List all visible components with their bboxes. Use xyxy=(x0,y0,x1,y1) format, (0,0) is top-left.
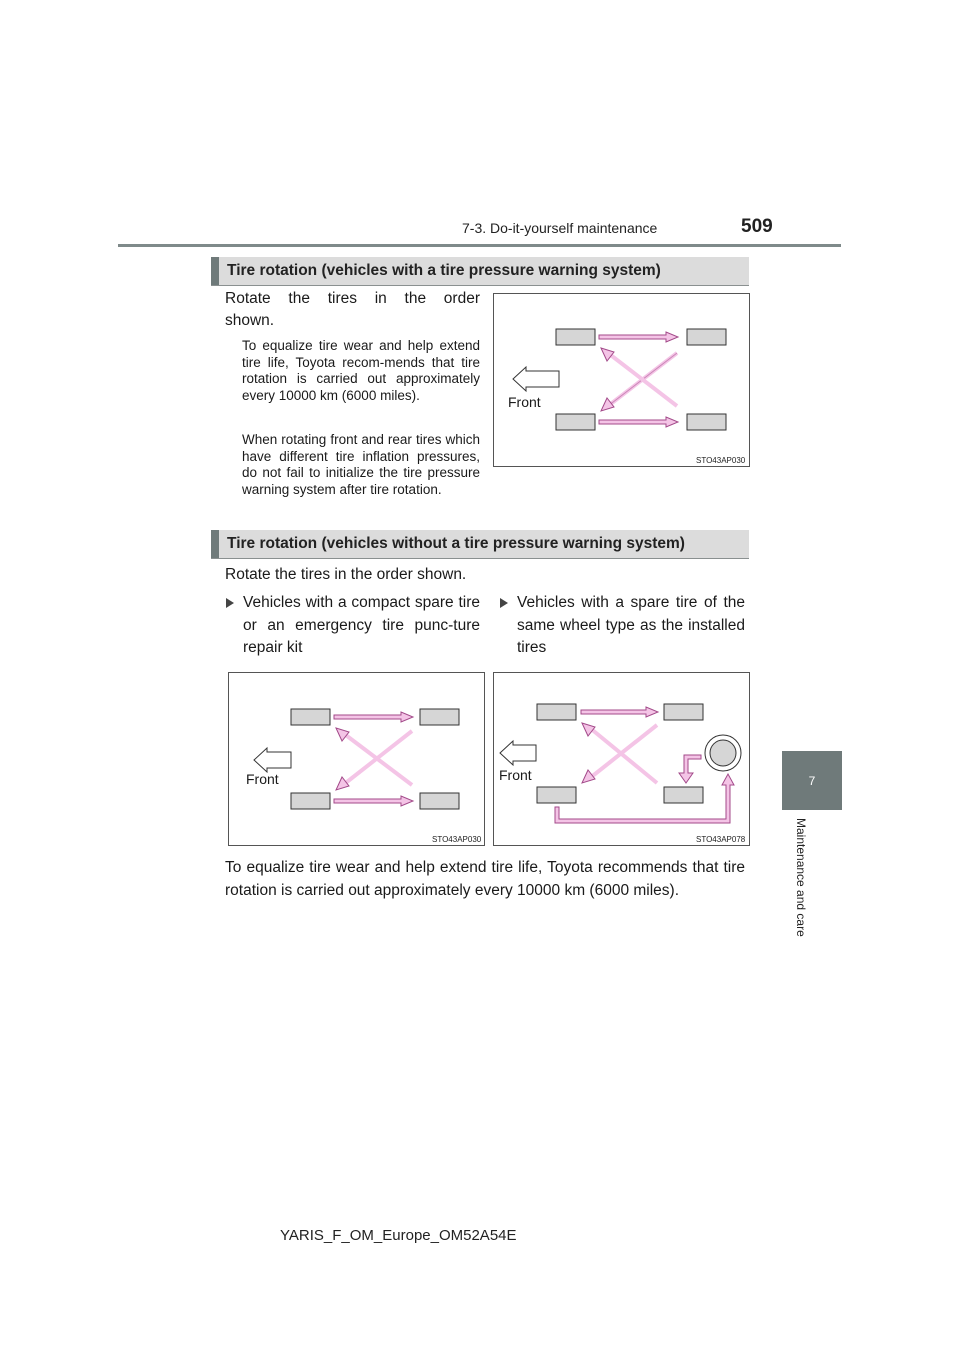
tire-rear-right xyxy=(664,787,703,803)
front-arrow-icon xyxy=(254,748,291,772)
tire-rear-right xyxy=(420,793,459,809)
arrow-diag-up-head xyxy=(582,723,595,736)
chapter-label xyxy=(794,818,814,968)
tire-rear-left xyxy=(664,704,703,720)
chapter-label-text: Maintenance and care xyxy=(794,818,808,937)
closing-paragraph: To equalize tire wear and help extend tire life, Toyota recommends that tire rotation is carried out approximately every 10000 km (6000 miles). xyxy=(225,859,745,899)
tire-front-left xyxy=(537,704,576,720)
rotation-diagram-full-spare xyxy=(493,672,750,846)
arrow-bottom xyxy=(599,417,678,427)
bullet-text: Vehicles with a spare tire of the same wheel type as the installed tires xyxy=(517,594,745,656)
tire-front-left xyxy=(556,329,595,345)
arrow-diag-up xyxy=(590,728,657,783)
intro-line-2: shown. xyxy=(225,312,275,329)
tire-front-right xyxy=(537,787,576,803)
figure-code: STO43AP030 xyxy=(432,835,482,844)
arrow-top xyxy=(581,707,658,717)
arrow-diag-down-head xyxy=(582,770,595,783)
figure-code: STO43AP030 xyxy=(696,456,746,465)
bullet-text: Vehicles with a compact spare tire or an emergency tire punc-ture repair kit xyxy=(243,594,480,656)
front-arrow-icon xyxy=(500,741,536,765)
tire-front-right xyxy=(291,793,330,809)
rotation-diagram-svg xyxy=(229,673,486,847)
tire-rear-left xyxy=(420,709,459,725)
note-interval: To equalize tire wear and help extend tire life, Toyota recom-mends that tire rotation is carried out approximately every 10000 km (6000 miles). xyxy=(242,338,480,403)
tire-front-right xyxy=(556,414,595,430)
section-heading-text: Tire rotation (vehicles with a tire pressure warning system) xyxy=(227,262,661,279)
rotation-diagram-svg xyxy=(494,673,751,847)
rotation-diagram-tpws xyxy=(493,293,750,467)
tire-rear-right xyxy=(687,414,726,430)
header-section-title: 7-3. Do-it-yourself maintenance xyxy=(462,220,658,236)
bullet-full-spare xyxy=(500,592,745,660)
note-initialize-tpws: When rotating front and rear tires which have different tire inflation pressures, do not fail to initialize the tire pressure warning system after tire rotation. xyxy=(242,432,480,497)
tire-rear-left xyxy=(687,329,726,345)
arrow-spare-to-rear xyxy=(679,755,701,783)
front-label: Front xyxy=(508,394,541,410)
intro-line-1: Rotate the tires in the order xyxy=(225,290,480,307)
spare-tire-inner xyxy=(710,740,736,766)
intro-text-2: Rotate the tires in the order shown. xyxy=(225,566,467,583)
chapter-tab xyxy=(782,751,842,810)
arrow-front-to-spare xyxy=(555,774,734,823)
arrow-diag-up-head xyxy=(336,728,349,741)
section-heading-text: Tire rotation (vehicles without a tire pressure warning system) xyxy=(227,535,685,552)
arrow-top xyxy=(334,712,413,722)
section-heading-with-tpws xyxy=(211,257,749,285)
header-rule xyxy=(118,244,841,247)
bullet-triangle-icon xyxy=(500,598,508,608)
arrow-bottom xyxy=(334,796,413,806)
rotation-diagram-svg xyxy=(494,294,751,468)
arrow-top xyxy=(599,332,678,342)
chapter-number: 7 xyxy=(808,773,816,788)
tire-front-left xyxy=(291,709,330,725)
front-label: Front xyxy=(499,767,532,783)
bullet-triangle-icon xyxy=(226,598,234,608)
bullet-compact-spare xyxy=(226,592,480,660)
arrow-diag-down xyxy=(590,725,657,778)
arrow-diag-down-head xyxy=(336,777,349,790)
arrow-diag-up-head xyxy=(601,348,614,361)
section-rule xyxy=(211,558,749,559)
page-number: 509 xyxy=(741,216,773,237)
front-arrow-icon xyxy=(513,367,559,391)
document-footer: YARIS_F_OM_Europe_OM52A54E xyxy=(280,1227,517,1244)
arrow-diag-down-head xyxy=(601,398,614,411)
section-rule xyxy=(211,285,749,286)
section-heading-without-tpws xyxy=(211,530,749,558)
front-label: Front xyxy=(246,771,279,787)
rotation-diagram-compact-spare xyxy=(228,672,485,846)
figure-code: STO43AP078 xyxy=(696,835,746,844)
